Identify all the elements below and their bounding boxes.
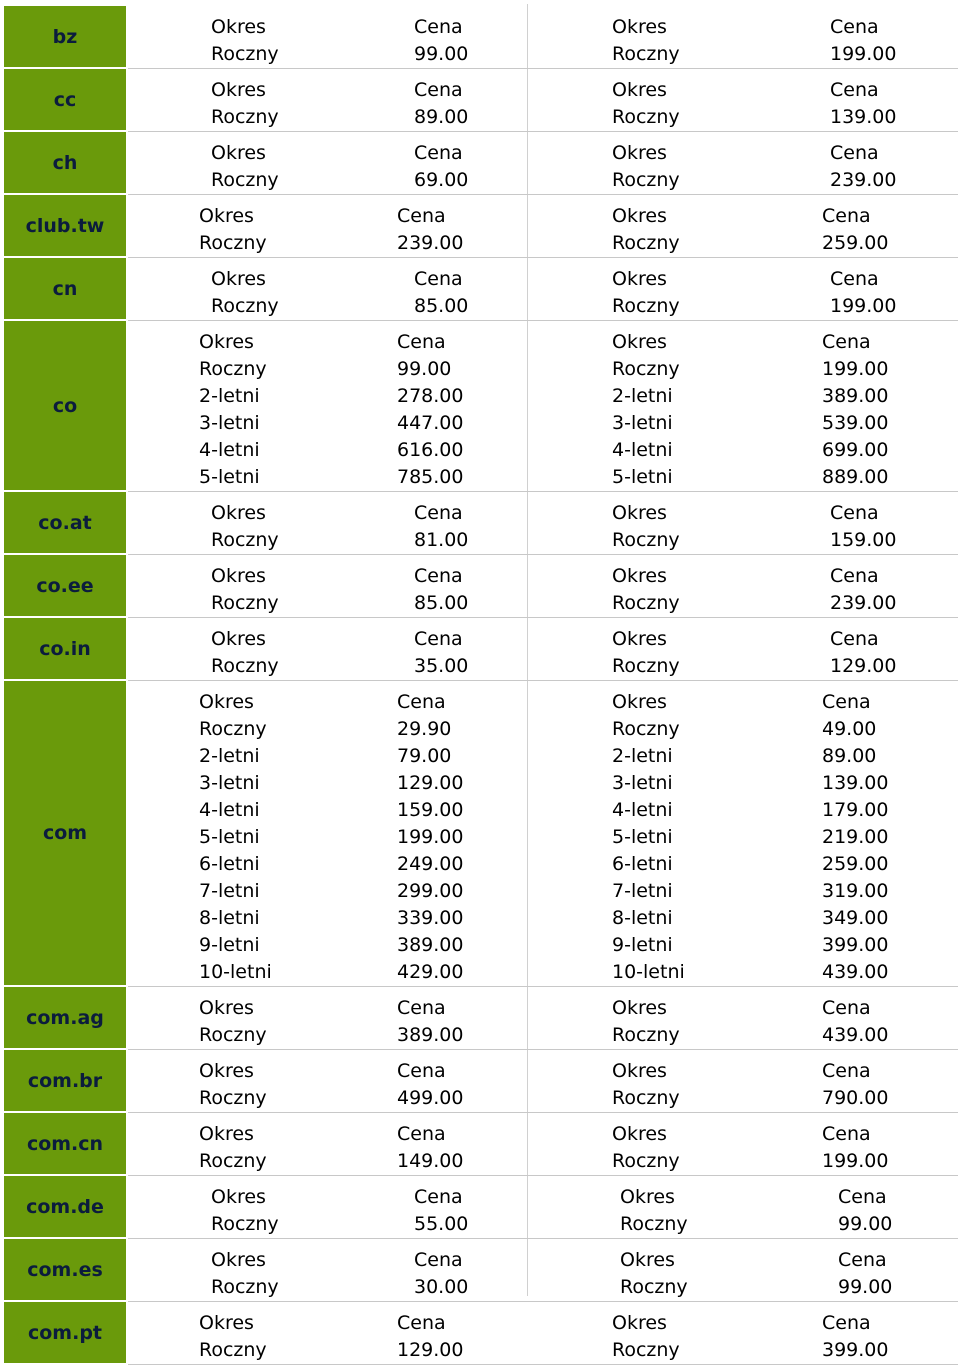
price-header: Cena: [414, 142, 463, 164]
price-header: Cena: [397, 691, 446, 713]
price-header: Cena: [414, 565, 463, 587]
period-value: 4-letni: [612, 799, 673, 821]
price-header: Cena: [830, 79, 879, 101]
row-divider: [128, 680, 958, 681]
period-value: 2-letni: [612, 385, 673, 407]
price-value: 399.00: [822, 934, 889, 956]
price-value: 259.00: [822, 232, 889, 254]
price-header: Cena: [822, 1060, 871, 1082]
period-value: Roczny: [199, 1339, 267, 1361]
period-value: 10-letni: [612, 961, 685, 983]
price-value: 79.00: [397, 745, 452, 767]
price-header: Cena: [414, 1249, 463, 1271]
price-header: Cena: [830, 502, 879, 524]
period-value: 8-letni: [612, 907, 673, 929]
period-value: Roczny: [199, 232, 267, 254]
price-header: Cena: [830, 628, 879, 650]
period-value: Roczny: [199, 1024, 267, 1046]
price-value: 139.00: [830, 106, 897, 128]
price-value: 81.00: [414, 529, 469, 551]
row-divider: [128, 131, 958, 132]
price-value: 149.00: [397, 1150, 464, 1172]
period-value: Roczny: [612, 718, 680, 740]
price-value: 199.00: [822, 1150, 889, 1172]
price-header: Cena: [838, 1249, 887, 1271]
period-header: Okres: [211, 268, 266, 290]
tld-label: club.tw: [4, 195, 126, 258]
price-header: Cena: [397, 1312, 446, 1334]
period-value: Roczny: [211, 295, 279, 317]
period-value: Roczny: [612, 169, 680, 191]
price-value: 129.00: [830, 655, 897, 677]
price-value: 199.00: [830, 295, 897, 317]
price-value: 129.00: [397, 1339, 464, 1361]
price-value: 99.00: [414, 43, 469, 65]
period-header: Okres: [612, 205, 667, 227]
period-header: Okres: [211, 142, 266, 164]
price-value: 35.00: [414, 655, 469, 677]
price-value: 339.00: [397, 907, 464, 929]
price-value: 699.00: [822, 439, 889, 461]
period-header: Okres: [211, 565, 266, 587]
period-value: Roczny: [211, 1213, 279, 1235]
period-header: Okres: [612, 502, 667, 524]
tld-label: com.pt: [4, 1302, 126, 1365]
period-header: Okres: [199, 1123, 254, 1145]
row-divider: [128, 1238, 958, 1239]
row-divider: [128, 68, 958, 69]
period-header: Okres: [199, 1060, 254, 1082]
price-header: Cena: [838, 1186, 887, 1208]
price-header: Cena: [397, 1123, 446, 1145]
price-value: 159.00: [830, 529, 897, 551]
price-value: 239.00: [830, 169, 897, 191]
price-header: Cena: [830, 565, 879, 587]
period-header: Okres: [199, 691, 254, 713]
price-value: 239.00: [397, 232, 464, 254]
tld-label: bz: [4, 6, 126, 69]
price-value: 389.00: [397, 934, 464, 956]
period-value: Roczny: [612, 358, 680, 380]
period-value: Roczny: [211, 43, 279, 65]
price-header: Cena: [397, 997, 446, 1019]
period-header: Okres: [612, 1123, 667, 1145]
tld-label: co.in: [4, 618, 126, 681]
price-value: 85.00: [414, 295, 469, 317]
price-header: Cena: [414, 628, 463, 650]
price-value: 389.00: [397, 1024, 464, 1046]
row-divider: [128, 986, 958, 987]
price-value: 89.00: [822, 745, 877, 767]
row-divider: [128, 1175, 958, 1176]
tld-label: com.ag: [4, 987, 126, 1050]
period-value: Roczny: [211, 592, 279, 614]
period-value: 9-letni: [199, 934, 260, 956]
period-header: Okres: [211, 1186, 266, 1208]
period-value: Roczny: [612, 1024, 680, 1046]
period-value: Roczny: [211, 1276, 279, 1298]
price-header: Cena: [830, 142, 879, 164]
price-value: 349.00: [822, 907, 889, 929]
period-header: Okres: [211, 79, 266, 101]
price-value: 447.00: [397, 412, 464, 434]
row-divider: [128, 1049, 958, 1050]
tld-label: com.cn: [4, 1113, 126, 1176]
tld-label: com: [4, 681, 126, 987]
period-header: Okres: [612, 16, 667, 38]
tld-label: co.at: [4, 492, 126, 555]
price-header: Cena: [397, 331, 446, 353]
period-value: Roczny: [612, 592, 680, 614]
period-header: Okres: [612, 142, 667, 164]
period-value: 5-letni: [612, 826, 673, 848]
tld-label: cn: [4, 258, 126, 321]
price-value: 399.00: [822, 1339, 889, 1361]
price-value: 85.00: [414, 592, 469, 614]
price-value: 49.00: [822, 718, 877, 740]
period-value: 2-letni: [199, 745, 260, 767]
period-header: Okres: [612, 997, 667, 1019]
price-header: Cena: [830, 268, 879, 290]
row-divider: [128, 554, 958, 555]
price-value: 139.00: [822, 772, 889, 794]
period-value: 9-letni: [612, 934, 673, 956]
period-header: Okres: [612, 331, 667, 353]
price-value: 259.00: [822, 853, 889, 875]
price-value: 29.90: [397, 718, 452, 740]
period-header: Okres: [620, 1186, 675, 1208]
tld-label: co.ee: [4, 555, 126, 618]
period-header: Okres: [612, 1312, 667, 1334]
period-header: Okres: [612, 1060, 667, 1082]
price-value: 199.00: [397, 826, 464, 848]
period-value: 4-letni: [199, 439, 260, 461]
period-value: Roczny: [620, 1276, 688, 1298]
period-value: Roczny: [199, 718, 267, 740]
row-divider: [128, 1112, 958, 1113]
price-value: 389.00: [822, 385, 889, 407]
price-value: 439.00: [822, 961, 889, 983]
period-value: Roczny: [199, 1087, 267, 1109]
period-header: Okres: [612, 628, 667, 650]
period-value: 7-letni: [199, 880, 260, 902]
price-value: 439.00: [822, 1024, 889, 1046]
row-divider: [128, 1301, 958, 1302]
period-value: Roczny: [612, 43, 680, 65]
price-value: 219.00: [822, 826, 889, 848]
price-value: 159.00: [397, 799, 464, 821]
period-header: Okres: [612, 268, 667, 290]
price-value: 249.00: [397, 853, 464, 875]
price-header: Cena: [414, 268, 463, 290]
period-value: 8-letni: [199, 907, 260, 929]
period-value: Roczny: [612, 1087, 680, 1109]
period-header: Okres: [199, 205, 254, 227]
price-header: Cena: [830, 16, 879, 38]
period-header: Okres: [199, 997, 254, 1019]
price-value: 785.00: [397, 466, 464, 488]
price-value: 239.00: [830, 592, 897, 614]
period-value: Roczny: [612, 232, 680, 254]
period-value: 7-letni: [612, 880, 673, 902]
price-header: Cena: [822, 691, 871, 713]
price-value: 319.00: [822, 880, 889, 902]
price-header: Cena: [822, 1123, 871, 1145]
period-value: 5-letni: [199, 826, 260, 848]
tld-label: ch: [4, 132, 126, 195]
period-value: Roczny: [199, 358, 267, 380]
price-value: 99.00: [838, 1276, 893, 1298]
price-header: Cena: [414, 79, 463, 101]
period-value: 3-letni: [199, 772, 260, 794]
price-header: Cena: [397, 205, 446, 227]
price-value: 99.00: [838, 1213, 893, 1235]
price-value: 99.00: [397, 358, 452, 380]
price-header: Cena: [414, 502, 463, 524]
period-value: 3-letni: [199, 412, 260, 434]
price-header: Cena: [414, 16, 463, 38]
period-header: Okres: [211, 16, 266, 38]
period-value: 4-letni: [199, 799, 260, 821]
price-value: 616.00: [397, 439, 464, 461]
period-value: Roczny: [211, 169, 279, 191]
period-value: Roczny: [211, 106, 279, 128]
period-header: Okres: [612, 565, 667, 587]
tld-label: com.es: [4, 1239, 126, 1302]
price-value: 199.00: [822, 358, 889, 380]
price-value: 499.00: [397, 1087, 464, 1109]
price-header: Cena: [822, 205, 871, 227]
price-value: 299.00: [397, 880, 464, 902]
row-divider: [128, 320, 958, 321]
period-header: Okres: [612, 79, 667, 101]
period-value: Roczny: [612, 1150, 680, 1172]
tld-label: com.br: [4, 1050, 126, 1113]
row-divider: [128, 194, 958, 195]
tld-label: com.de: [4, 1176, 126, 1239]
period-value: 5-letni: [612, 466, 673, 488]
period-header: Okres: [199, 331, 254, 353]
price-value: 278.00: [397, 385, 464, 407]
price-value: 429.00: [397, 961, 464, 983]
price-header: Cena: [822, 1312, 871, 1334]
period-value: Roczny: [612, 529, 680, 551]
period-value: Roczny: [612, 1339, 680, 1361]
tld-label: cc: [4, 69, 126, 132]
period-value: Roczny: [612, 655, 680, 677]
price-value: 69.00: [414, 169, 469, 191]
period-value: 6-letni: [612, 853, 673, 875]
row-divider: [128, 257, 958, 258]
period-header: Okres: [211, 628, 266, 650]
period-value: Roczny: [199, 1150, 267, 1172]
price-header: Cena: [822, 331, 871, 353]
price-value: 790.00: [822, 1087, 889, 1109]
row-divider: [128, 491, 958, 492]
period-value: 5-letni: [199, 466, 260, 488]
period-value: 10-letni: [199, 961, 272, 983]
period-value: 3-letni: [612, 412, 673, 434]
price-value: 55.00: [414, 1213, 469, 1235]
period-value: Roczny: [612, 106, 680, 128]
period-value: 4-letni: [612, 439, 673, 461]
price-value: 199.00: [830, 43, 897, 65]
period-header: Okres: [620, 1249, 675, 1271]
period-value: Roczny: [211, 529, 279, 551]
price-value: 539.00: [822, 412, 889, 434]
period-value: Roczny: [620, 1213, 688, 1235]
row-divider: [128, 617, 958, 618]
period-header: Okres: [612, 691, 667, 713]
period-value: 2-letni: [199, 385, 260, 407]
price-header: Cena: [414, 1186, 463, 1208]
tld-label: co: [4, 321, 126, 492]
price-header: Cena: [397, 1060, 446, 1082]
period-value: 3-letni: [612, 772, 673, 794]
price-value: 889.00: [822, 466, 889, 488]
price-value: 179.00: [822, 799, 889, 821]
price-value: 30.00: [414, 1276, 469, 1298]
period-value: Roczny: [211, 655, 279, 677]
price-value: 129.00: [397, 772, 464, 794]
period-header: Okres: [211, 1249, 266, 1271]
period-header: Okres: [211, 502, 266, 524]
period-value: 6-letni: [199, 853, 260, 875]
price-header: Cena: [822, 997, 871, 1019]
period-value: 2-letni: [612, 745, 673, 767]
price-value: 89.00: [414, 106, 469, 128]
period-header: Okres: [199, 1312, 254, 1334]
group-divider: [527, 4, 528, 1296]
period-value: Roczny: [612, 295, 680, 317]
